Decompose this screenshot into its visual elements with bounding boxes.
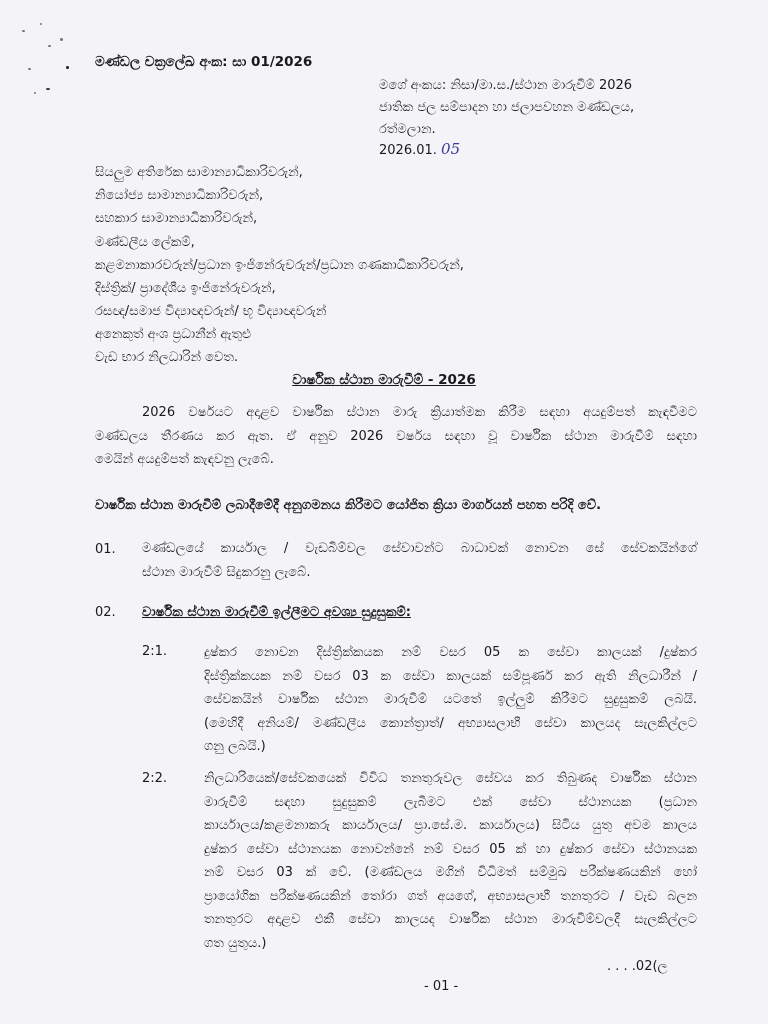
intro-line: මෙයින් අයදුම්පත් කැඳවනු ලැබේ. [95, 452, 274, 467]
scan-speck [34, 92, 36, 94]
recipient-line: මණ්ඩලීය ලේකම්, [95, 235, 195, 250]
scan-speck [66, 66, 69, 69]
sub-2-2-number: 2:2. [142, 771, 168, 786]
item-01-text [142, 537, 697, 584]
date-handwritten: 05 [441, 140, 461, 158]
sub-2-1-number: 2:1. [142, 644, 168, 659]
recipient-line: දිස්ත්‍රික්/ ප්‍රාදේශීය ඉංජිනේරුවරුන්, [95, 281, 276, 296]
scan-speck [28, 68, 31, 70]
item-02-heading: වාර්ෂික ස්ථාන මාරුවීම් ඉල්ලීමට අවශ්‍ය සුදුසුකම්: [142, 605, 411, 620]
document-heading: වාර්ෂික ස්ථාන මාරුවීම් - 2026 [292, 372, 476, 388]
sub-2-2-line: කාර්යාලය/කළමනාකරු කාර්යාලය/ ප්‍රා.සේ.ම. කාර්යාලය) සිටිය යුතු අවම කාලය [204, 818, 697, 833]
sub-2-2-line: නිලධාරියෙක්/සේවකයෙක් විවිධ තනතුරුවල සේවය කර තිබුණද වාර්ෂික ස්ථාන [204, 771, 697, 786]
scan-speck [22, 30, 25, 32]
item-02-number: 02. [95, 605, 116, 620]
sub-2-1-text [204, 641, 697, 759]
sub-2-2-line: ප්‍රායෝගික පරීක්ෂණයකින් තෝරා ගත් අයගේ, අභ්‍යාසලාභී තනතුරට / වැඩ බලන [204, 888, 697, 904]
sub-2-1-line: ගනු ලබයි.) [204, 739, 266, 754]
sub-2-2-line: මාරුවීම් සඳහා සුදුසුකම් ලැබීමට එක් සේවා ස්ථානයක (ප්‍රධාන [204, 794, 697, 810]
sub-2-2-line: තනතුරට අදාළව එකී සේවා කාලයද වාර්ෂික ස්ථාන මාරුවීම්වලදී සැලකිල්ලට [204, 912, 697, 927]
recipient-line: අනෙකුත් අංශ ප්‍රධානීන් ඇතුළු [95, 327, 251, 342]
continuation-marker: . . . .02(ල [607, 959, 668, 974]
intro-line: 2026 වර්ෂයට අදාළව වාර්ෂික ස්ථාන මාරු ක්‍රියාත්මක කිරීම සඳහා අයදුම්පත් කැඳවීමට [142, 405, 697, 420]
sub-2-2-line: නම් වසර 03 ක් වේ. (මණ්ඩලය මගින් විධිමත් සම්මුඛ පරීක්ෂණයකින් හෝ [204, 865, 697, 880]
recipient-line: රසඥ/සමාජ විද්‍යාඥවරුන්/ භූ විද්‍යාඥවරුන් [95, 304, 327, 319]
item-01-line: මණ්ඩලයේ කාර්යාල / වැඩබිම්වල සේවාවන්ට බාධාවක් නොවන සේ සේවකයින්ගේ [142, 541, 697, 556]
circular-number: මණ්ඩල චක්‍රලේඛ අංක: සා 01/2026 [95, 54, 313, 70]
page-number: - 01 - [424, 979, 459, 994]
scan-speck [48, 45, 51, 47]
sub-2-1-line: සේවකයින් වාර්ෂික ස්ථාන මාරුවීම් යටතේ ඉල්ලුම් කිරීමට සුදුසුකම් ලබයි. [204, 692, 697, 707]
scan-speck [40, 23, 42, 25]
scan-speck [60, 38, 63, 41]
item-01-number: 01. [95, 542, 116, 557]
procedure-heading: වාර්ෂික ස්ථාන මාරුවීම් ලබාදීමේදී අනුගමනය කිරීමට යෝජිත ක්‍රියා මාර්ගයන් පහත පරිදි වේ. [95, 498, 602, 513]
scan-speck [46, 88, 50, 90]
recipient-line: කළමනාකාරවරුන්/ප්‍රධාන ඉංජිනේරුවරුන්/ප්‍රධාන ගණකාධිකාරිවරුන්, [95, 258, 464, 273]
sub-2-2-line: දුෂ්කර සේවා ස්ථානයක නොවන්නේ නම් වසර 05 ක් හා දුෂ්කර සේවා ස්ථානයක [204, 841, 697, 857]
intro-paragraph [95, 401, 697, 472]
letter-date [379, 140, 460, 160]
sender-reference: මගේ අංකය: නිසා/මා.ස./ස්ථාන මාරුවීම් 2026 [379, 78, 633, 93]
sub-2-2-text [204, 767, 697, 955]
sender-place: රත්මලාන. [379, 122, 436, 137]
date-printed: 2026.01. [379, 143, 437, 158]
recipient-line: සියලුම අතිරේක සාමාන්‍යාධිකාරිවරුන්, [95, 165, 303, 180]
intro-line: මණ්ඩලය තීරණය කර ඇත. ඒ අනුව 2026 වර්ෂය සඳහා වූ වාර්ෂික ස්ථාන මාරුවීම් සඳහා [95, 428, 697, 444]
sender-organization: ජාතික ජල සම්පාදන හා ජලාපවහන මණ්ඩලය, [379, 100, 635, 115]
sub-2-2-line: ගත යුතුය.) [204, 935, 267, 951]
item-01-line: ස්ථාන මාරුවීම් සිදුකරනු ලැබේ. [142, 564, 311, 580]
recipient-line: සහකාර සාමාන්‍යාධිකාරිවරුන්, [95, 211, 258, 226]
recipient-line: නියෝජ්‍ය සාමාන්‍යාධිකාරිවරුන්, [95, 188, 264, 203]
sub-2-1-line: දිස්ත්‍රික්කයක නම් වසර 03 ක සේවා කාලයක් සම්පූර්ණ කර ඇති නිලධාරීන් / [204, 668, 697, 684]
sub-2-1-line: දුෂ්කර නොවන දිස්ත්‍රික්කයක නම් වසර 05 ක සේවා කාලයක් /දුෂ්කර [204, 645, 697, 660]
sub-2-1-line: (මෙහිදී අනියම්/ මණ්ඩලීය කොන්ත්‍රාත්/ අභ්‍යාසලාභී සේවා කාලයද සැලකිල්ලට [204, 715, 697, 731]
recipient-line: වැඩ භාර නිලධාරින් වෙත. [95, 350, 239, 365]
